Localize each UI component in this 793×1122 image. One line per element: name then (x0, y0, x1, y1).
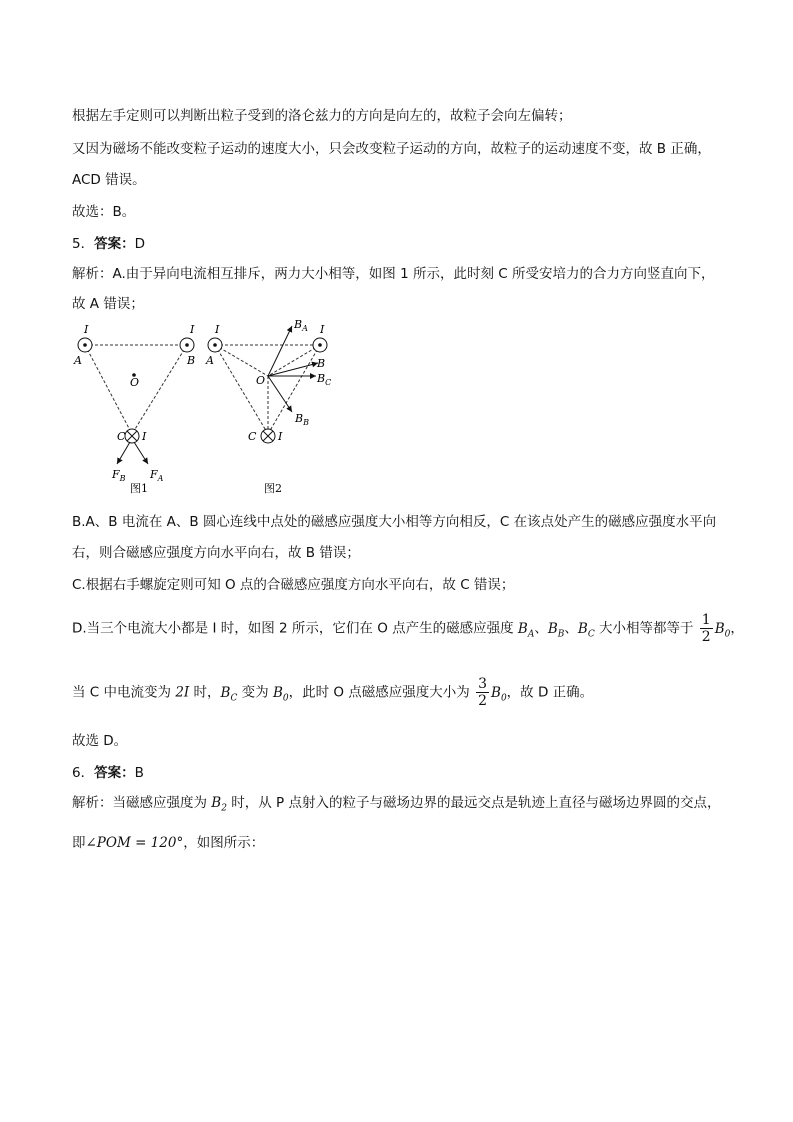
label-B: B (187, 354, 196, 367)
answer-label: 答案： (94, 236, 135, 252)
question-number: 6． (72, 765, 95, 781)
math-B0: $B_0$ (272, 684, 289, 704)
label-B: B (317, 357, 326, 370)
figure-1-caption: 图1 (130, 482, 148, 495)
label-I: I (142, 430, 147, 443)
label-O: O (130, 376, 140, 389)
question-5-header (72, 232, 145, 252)
math-B2: $B_2$ (211, 795, 227, 814)
math-BC: $B_C$ (577, 620, 595, 640)
label-C: C (248, 430, 257, 443)
label-A: A (206, 354, 214, 367)
text-span: 当 C 中电流变为 (72, 684, 176, 701)
answer-value: D (134, 236, 145, 252)
math-angle: ∠POM = 120° (85, 835, 184, 851)
text-line-q6-2 (72, 831, 264, 851)
fraction: $\frac{3}{2}$ (478, 676, 488, 709)
text-line: C.根据右手螺旋定则可知 O 点的合磁感应强度方向水平向右，故 C 错误； (72, 577, 515, 593)
figure-2-caption: 图2 (264, 482, 282, 495)
text-span: 解析：当磁感应强度为 (72, 795, 212, 811)
text-span: 时，从 P 点射入的粒子与磁场边界的最远交点是轨迹上直径与磁场边界圆的交点， (226, 795, 721, 811)
label-FA: $F_A$ (150, 468, 164, 483)
text-span: 变为 (237, 684, 273, 701)
text-line: 右，则合磁感应强度方向水平向右，故 B 错误； (72, 545, 360, 561)
text-line-d2 (72, 676, 593, 709)
label-FB: $F_B$ (112, 468, 126, 483)
label-BC: $B_C$ (317, 372, 332, 387)
figure-1 (73, 323, 195, 495)
label-I: I (278, 430, 283, 443)
math-BC: $B_C$ (220, 684, 238, 704)
text-span: ，故 D 正确。 (506, 684, 594, 701)
question-6-header (72, 761, 144, 781)
text-line: 解析：A.由于异向电流相互排斥，两力大小相等，如图 1 所示，此时刻 C 所受安培力的合力方向竖直向下， (72, 266, 715, 282)
figure-2 (205, 318, 331, 495)
text-line: 故选：B。 (72, 204, 136, 220)
text-span: 时， (189, 684, 221, 701)
label-I: I (84, 323, 89, 336)
text-line: 又因为磁场不能改变粒子运动的速度大小，只会改变粒子运动的方向，故粒子的运动速度不变，故 B 正确， (72, 141, 711, 157)
label-A: A (74, 354, 82, 367)
answer-label: 答案： (94, 765, 135, 781)
text-span: D.当三个电流大小都是 I 时，如图 2 所示，它们在 O 点产生的磁感应强度 (72, 620, 518, 637)
label-I: I (190, 323, 195, 336)
text-span: ，此时 O 点磁感应强度大小为 (288, 684, 475, 701)
text-line: B.A、B 电流在 A、B 圆心连线中点处的磁感应强度大小相等方向相反，C 在该点处产生的磁感应强度水平向 (72, 514, 717, 530)
label-BA: $B_A$ (294, 318, 308, 333)
math-B0: $B_0$ (714, 620, 731, 640)
text-line: 根据左手定则可以判断出粒子受到的洛仑兹力的方向是向左的，故粒子会向左偏转； (72, 108, 572, 124)
text-span: 即 (72, 835, 86, 851)
math-B0: $B_0$ (491, 684, 507, 704)
label-I: I (320, 323, 325, 336)
text-line: ACD 错误。 (72, 172, 146, 188)
label-C: C (117, 430, 126, 443)
text-span: ，如图所示： (183, 835, 265, 851)
math-BA: $B_A$ (517, 620, 535, 640)
text-line-q6-1 (72, 791, 720, 814)
label-O: O (256, 374, 266, 387)
question-number: 5． (72, 236, 95, 252)
math-2I: 2I (175, 684, 190, 701)
label-I: I (215, 323, 220, 336)
label-BB: $B_B$ (295, 412, 309, 427)
math-BB: $B_B$ (547, 620, 565, 640)
text-line-d1: D.当三个电流大小都是 I 时，如图 2 所示，它们在 O 点产生的磁感应强度 $B_A$、$B_B$、$B_C$ 大小相等都等于 $\frac{1}{2}$ $B_0$， (72, 612, 744, 645)
text-line: 故选 D。 (72, 733, 128, 749)
text-span: 大小相等都等于 (594, 620, 698, 637)
figure-diagram (70, 318, 350, 503)
text-line: 故 A 错误； (72, 296, 144, 312)
answer-value: B (134, 765, 144, 781)
fraction: $\frac{1}{2}$ (701, 612, 711, 645)
